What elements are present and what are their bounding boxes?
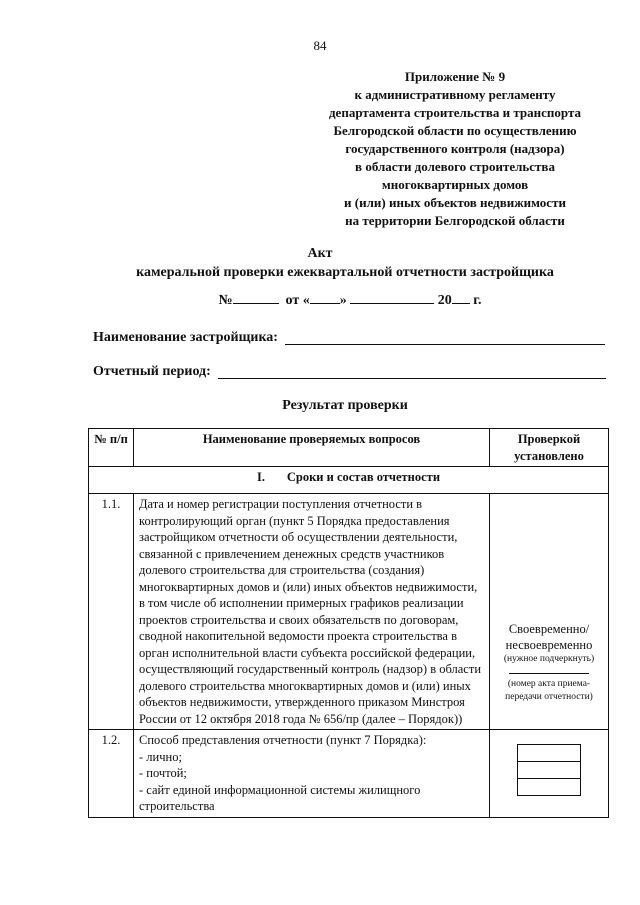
act-title: Акт bbox=[307, 246, 333, 261]
section-title-cell bbox=[89, 467, 609, 494]
method-line: - почтой; bbox=[139, 766, 187, 780]
checkbox-in-person[interactable] bbox=[518, 745, 580, 762]
row-num: 1.1. bbox=[89, 494, 134, 730]
header-question: Наименование проверяемых вопросов bbox=[134, 429, 490, 467]
checkbox-eisgs[interactable] bbox=[518, 779, 580, 795]
appendix-line: многоквартирных домов bbox=[381, 177, 529, 192]
act-number-blank[interactable] bbox=[233, 290, 279, 304]
developer-input-line[interactable] bbox=[285, 330, 605, 345]
appendix-line: в области долевого строительства bbox=[355, 159, 555, 174]
act-date-from: от « bbox=[285, 293, 310, 308]
act-quote-close: » bbox=[339, 293, 347, 308]
method-line: - сайт единой информационной системы жилищного строительства bbox=[139, 782, 421, 813]
appendix-header bbox=[290, 68, 620, 230]
appendix-line: Приложение № 9 bbox=[404, 69, 506, 84]
appendix-line: к административному регламенту bbox=[354, 87, 556, 102]
row-num: 1.2. bbox=[89, 730, 134, 818]
act-month-blank[interactable] bbox=[350, 290, 434, 304]
appendix-line: на территории Белгородской области bbox=[345, 213, 565, 228]
method-checkboxes bbox=[517, 744, 581, 796]
section-num: I. bbox=[256, 470, 265, 484]
period-field bbox=[93, 364, 211, 380]
table-row bbox=[89, 494, 609, 730]
header-established: Проверкой установлено bbox=[490, 429, 609, 467]
developer-field bbox=[93, 330, 278, 346]
act-number-line bbox=[0, 290, 640, 309]
act-number-prefix: № bbox=[218, 293, 233, 308]
act-note: (номер акта приема-передачи отчетности) bbox=[505, 679, 593, 702]
act-year-suffix: г. bbox=[473, 293, 482, 308]
table-header-row bbox=[89, 429, 609, 467]
appendix-line: департамента строительства и транспорта bbox=[328, 105, 581, 120]
check-table bbox=[88, 428, 609, 818]
act-number-blank-line[interactable] bbox=[509, 672, 589, 674]
section-title: Сроки и состав отчетности bbox=[286, 470, 441, 484]
row-established bbox=[490, 730, 609, 818]
section-row bbox=[89, 467, 609, 494]
developer-label: Наименование застройщика: bbox=[93, 330, 278, 345]
appendix-line: и (или) иных объектов недвижимости bbox=[344, 195, 566, 210]
page-number: 84 bbox=[313, 38, 327, 53]
period-input-line[interactable] bbox=[218, 364, 606, 379]
act-subtitle: камеральной проверки ежеквартальной отчетности застройщика bbox=[136, 265, 554, 280]
header-num: № п/п bbox=[89, 429, 134, 467]
verdict-note: (нужное подчеркнуть) bbox=[503, 654, 595, 664]
method-line: Способ представления отчетности (пункт 7 Порядка): bbox=[139, 733, 427, 747]
period-label: Отчетный период: bbox=[93, 364, 211, 379]
table-row bbox=[89, 730, 609, 818]
appendix-line: Белгородской области по осуществлению bbox=[333, 123, 577, 138]
verdict-text[interactable]: Своевременно/ несвоевременно bbox=[505, 622, 593, 652]
appendix-line: государственного контроля (надзора) bbox=[345, 141, 565, 156]
checkbox-mail[interactable] bbox=[518, 762, 580, 779]
act-year-prefix: 20 bbox=[437, 293, 452, 308]
row-established bbox=[490, 494, 609, 730]
act-year-blank[interactable] bbox=[452, 290, 470, 304]
row-question: Дата и номер регистрации поступления отчетности в контролирующий орган (пункт 5 Порядка предоставления застройщиком отчетности об осуществлении деятельности, связанной с привлечением денежных средств участников долевого строительства для строительства (создания) многоквартирных домов и (или) иных объектов недвижимости, в том числе об исполнении примерных графиков реализации проектов строительства и своих обязательств по договорам, сводной накопительной ведомости проекта строительства в орган исполнительной власти субъекта российской федерации, осуществляющий государственный контроль (надзор) в области долевого строительства многоквартирных домов и (или) иных объектов недвижимости, утвержденного приказом Минстроя России от 12 октября 2018 года № 656/пр (далее – Порядок)) bbox=[134, 494, 490, 730]
row-question bbox=[134, 730, 490, 818]
act-day-blank[interactable] bbox=[310, 290, 340, 304]
result-heading: Результат проверки bbox=[282, 398, 408, 413]
method-line: - лично; bbox=[139, 749, 182, 764]
